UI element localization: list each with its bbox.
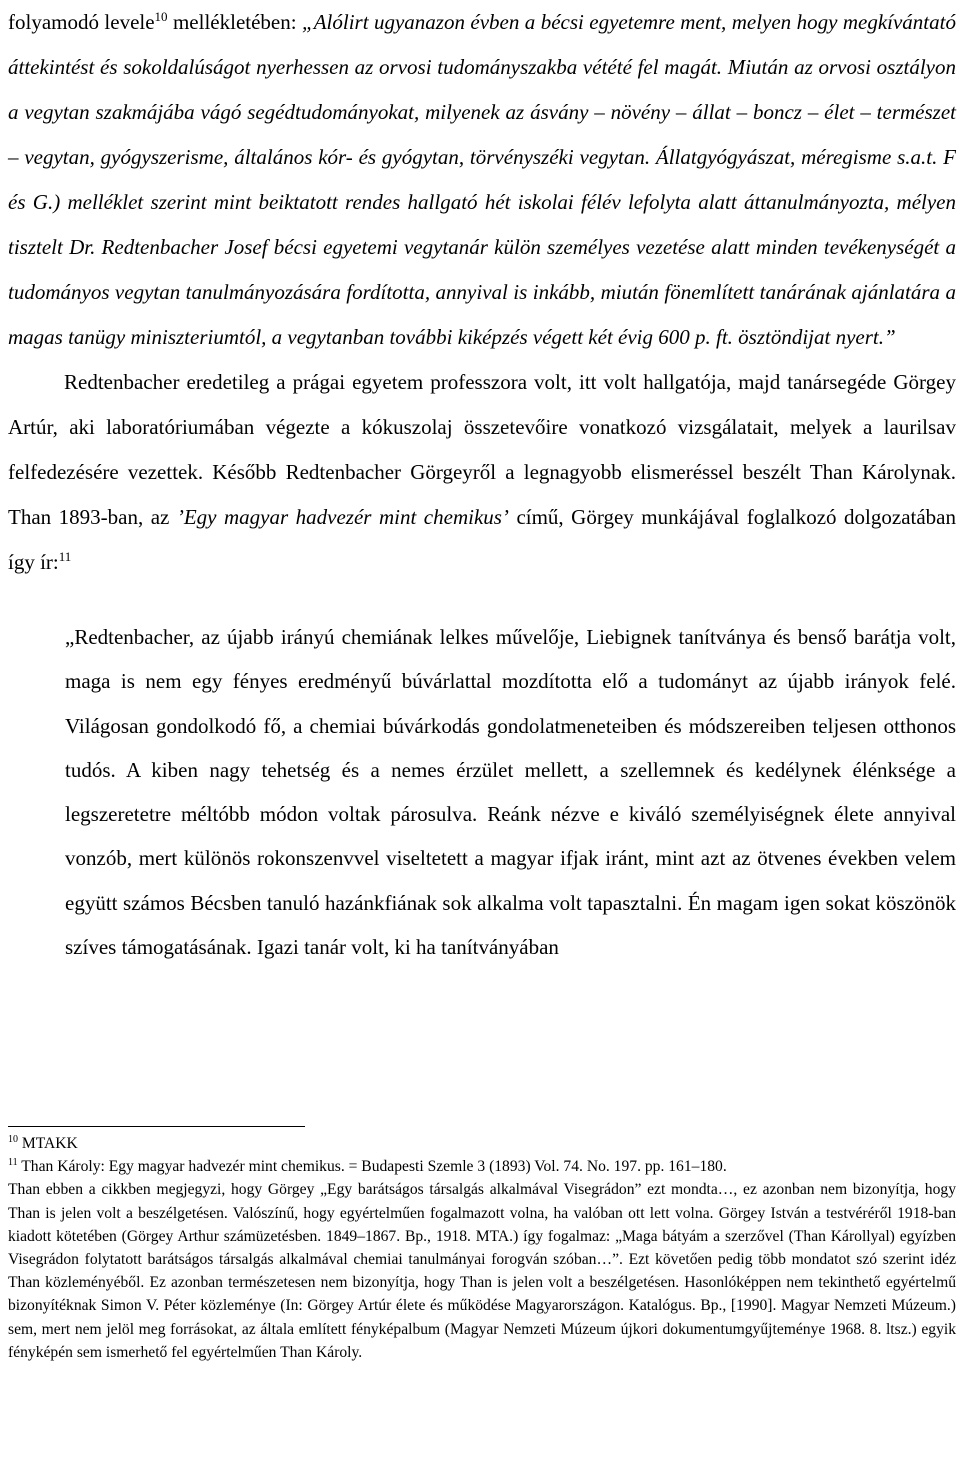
footnote-ref-11[interactable]: 11 — [58, 549, 72, 564]
footnote-10-text: MTAKK — [18, 1135, 78, 1152]
footnotes-section — [8, 1132, 956, 1364]
paragraph-redtenbacher — [8, 360, 956, 585]
block-quote-than: „Redtenbacher, az újabb irányú chemiának lelkes művelője, Liebignek tanítványa és benső barátja volt, maga is nem egy fényes eredményű búvárlattal mozdította elő a tudományt az újabb irányok felé. Világosan gondolkodó fő, a chemiai búvárkodás gondolatmeneteiben és módszereiben teljesen otthonos tudós. A kiben nagy tehetség és a nemes érzület mellett, a szellemnek és kedélynek élénksége a legszeretetre méltóbb módon voltak párosulva. Reánk nézve e kiváló személyiségnek élete annyival vonzób, mert különös rokonszenvvel viseltetett a magyar ifjak iránt, mint azt az ötvenes években velem együtt számos Bécsben tanuló hazánkfiának sok alkalma volt tapasztalni. Én magam igen sokat köszönök szíves támogatásának. Igazi tanár volt, ki ha tanítványában — [65, 625, 956, 960]
footnote-number-10: 10 — [8, 1133, 18, 1145]
paragraph-tail-text: című, Görgey munkájával foglalkozó dolgozatában így ír: — [8, 505, 956, 574]
paragraph-body-text: Redtenbacher eredetileg a prágai egyetem professzora volt, itt volt hallgatója, majd tanársegéde Görgey Artúr, aki laboratóriumában végezte a kókuszolaj összetevőire vonatkozó vizsgálatait, melyek a laurilsav felfedezésére vezettek. Később Redtenbacher Görgeyről a legnagyobb elismeréssel beszélt Than Károlynak. Than 1893-ban, az — [8, 370, 956, 529]
footnote-11-continuation: Than ebben a cikkben megjegyzi, hogy Görgey „Egy barátságos társalgás alkalmával Visegrádon” ezt mondta…, ez azonban nem bizonyítja, hogy Than is jelen volt a beszélgetésen. Valószínű, hogy egyértelműen fogalmazott volna, ha valóban ott lett volna. Görgey István a testvéréről 1918-ban kiadott kötetében (Görgey Arthur számüzetésben. 1849–1867. Bp., 1918. MTA.) így fogalmaz: „Maga bátyám a szerzővel (Than Károllyal) egyízben Visegrádon folytatott barátságos társalgás alkalmával chemiai tanulmányai forogván szóban…”. Ezt követően pedig több mondatot szó szerint idéz Than közleményéből. Ez azonban természetesen nem bizonyítja, hogy Than is jelen volt a beszélgetésen. Hasonlóképpen nem tekinthető egyértelmű bizonyítéknak Simon V. Péter közleménye (In: Görgey Artúr élete és működése Magyarországon. Katalógus. Bp., [1990]. Magyar Nemzeti Múzeum.) sem, mert nem jelöl meg forrásokat, az általa említett fényképalbum (Magyar Nemzeti Múzeum újkori dokumentumgyűjteménye 1968. 8. ltsz.) egyik fényképén sem ismerhető fel egyértelműen Than Károly. — [8, 1181, 956, 1361]
footnote-11 — [8, 1155, 956, 1178]
paragraph-lead-text: folyamodó levele — [8, 10, 155, 34]
footnote-number-11: 11 — [8, 1157, 18, 1169]
document-page — [8, 0, 956, 969]
footnote-10 — [8, 1132, 956, 1155]
paragraph-letter-quote — [8, 0, 956, 360]
italic-article-title: ’Egy magyar hadvezér mint chemikus’ — [176, 505, 509, 529]
footnote-11-text: Than Károly: Egy magyar hadvezér mint chemikus. = Budapesti Szemle 3 (1893) Vol. 74. No. 197. pp. 161–180. — [17, 1158, 727, 1176]
paragraph-mid-text: mellékletében: — [167, 10, 303, 34]
footnote-ref-10[interactable]: 10 — [154, 9, 168, 24]
footnote-separator — [8, 1126, 305, 1127]
italic-letter-quote: „Alólirt ugyanazon évben a bécsi egyetemre ment, melyen hogy megkívántató áttekintést és sokoldalúságot nyerhessen az orvosi tudományszakba vétété fel magát. Miután az orvosi osztályon a vegytan szakmájába vágó segédtudományokat, milyenek az ásvány – növény – állat – boncz – élet – természet – vegytan, gyógyszerisme, általános kór- és gyógytan, törvényszéki vegytan. Állatgyógyászat, méregisme s.a.t. F és G.) melléklet szerint mint beiktatott rendes hallgató hét iskolai félév lefolyta alatt áttanulmányozta, mélyen tisztelt Dr. Redtenbacher Josef bécsi egyetemi vegytanár külön személyes vezetése alatt minden tevékenységét a tudományos vegytan tanulmányozására fordította, annyival is inkább, miután fönemlített tanárának ajánlatára a magas tanügy miniszteriumtól, a vegytanban további kiképzés végett két évig 600 p. ft. ösztöndijat nyert.” — [8, 10, 956, 349]
